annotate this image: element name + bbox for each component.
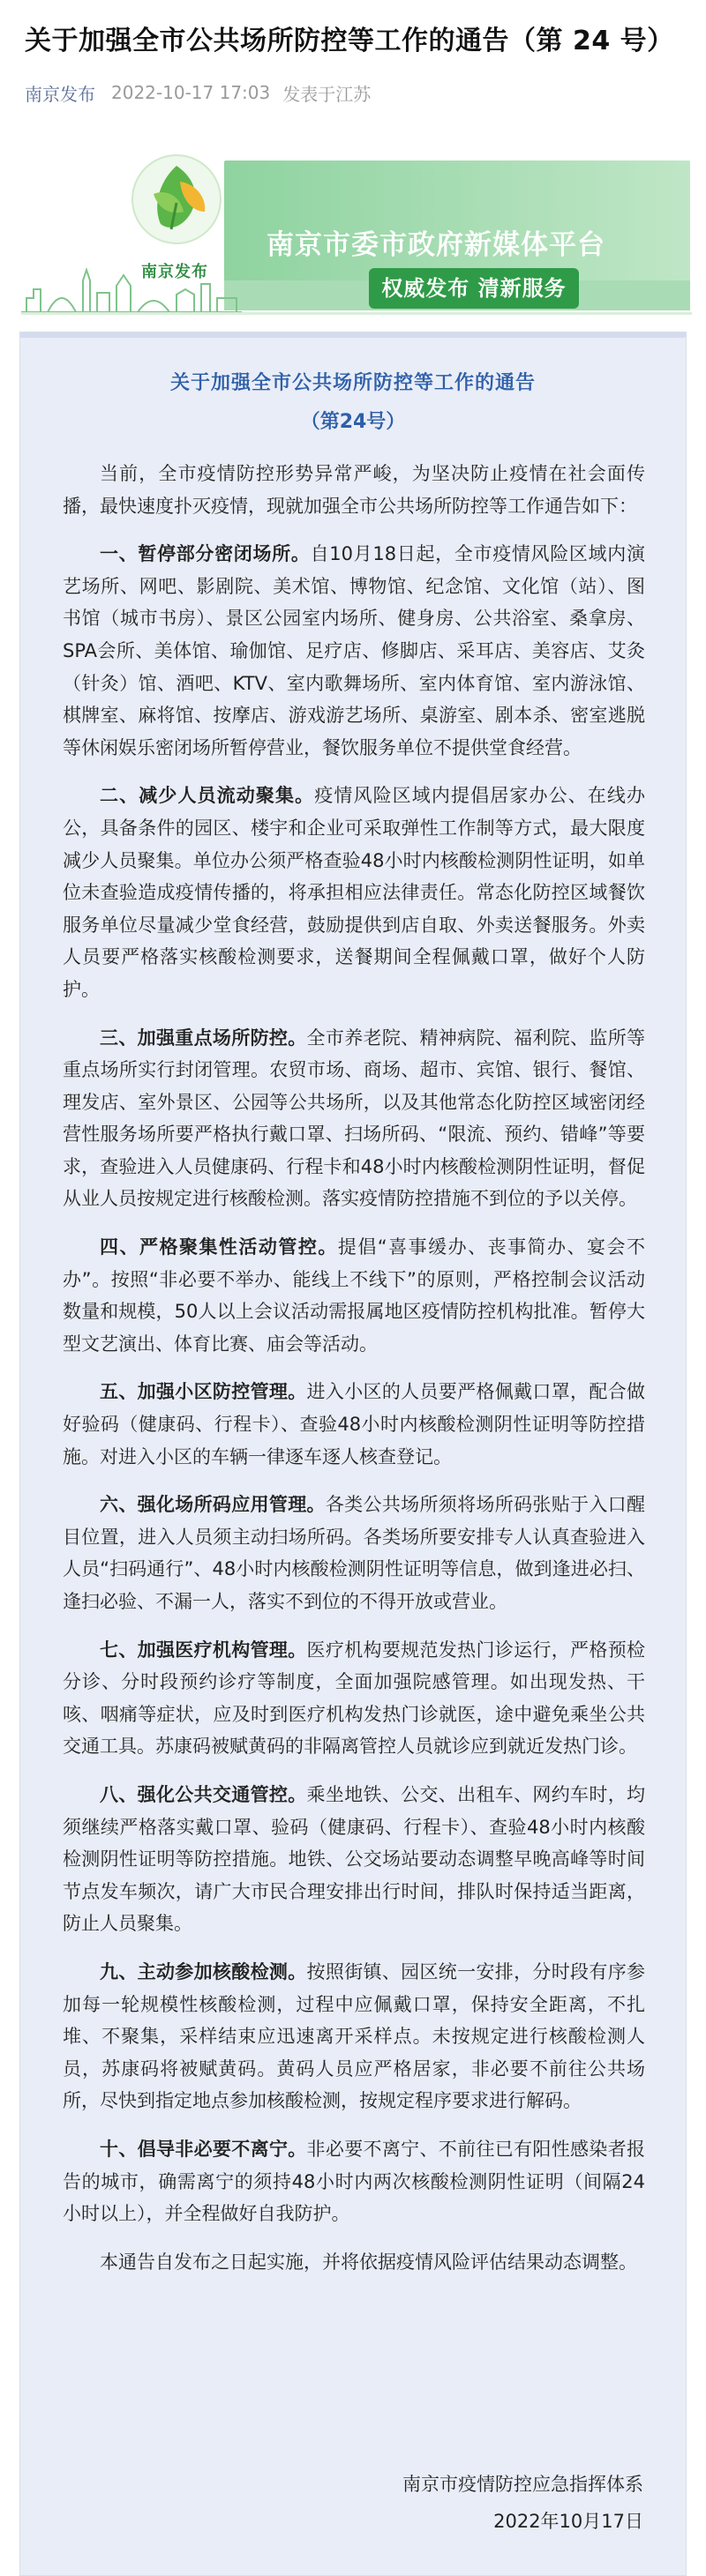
document-number: （第24号）	[300, 411, 406, 433]
item-text: 疫情风险区域内提倡居家办公、在线办公，具备条件的园区、楼宇和企业可采取弹性工作制等方式，最大限度减少人员聚集。单位办公须严格查验48小时内核酸检测阴性证明，如单位未查验造成疫情传播的，将承担相应法律责任。常态化防控区域餐饮服务单位尽量减少堂食经营，鼓励提供到店自取、外卖送餐服务。外卖人员要严格落实核酸检测要求，送餐期间全程佩戴口罩，做好个人防护。	[63, 785, 646, 1000]
item-heading: 二、减少人员流动聚集。	[100, 785, 315, 807]
item-text: 医疗机构要规范发热门诊运行，严格预检分诊、分时段预约诊疗等制度，全面加强院感管理。如出现发热、干咳、咽痛等症状，应及时到医疗机构发热门诊就医，途中避免乘坐公共交通工具。苏康码被赋黄码的非隔离管控人员就诊应到就近发热门诊。	[63, 1639, 646, 1758]
notice-item	[63, 1489, 645, 1617]
item-text: 按照街镇、园区统一安排，分时段有序参加每一轮规模性核酸检测，过程中应佩戴口罩，保持安全距离，不扎堆、不聚集，采样结束应迅速离开采样点。未按规定进行核酸检测人员，苏康码将被赋黄码。黄码人员应严格居家，非必要不前往公共场所，尽快到指定地点参加核酸检测，按规定程序要求进行解码。	[63, 1960, 646, 2112]
signature: 南京市疫情防控应急指挥体系	[402, 2474, 643, 2495]
platform-name: 南京市委市政府新媒体平台	[267, 229, 605, 261]
notice-item	[63, 2133, 645, 2230]
document-top-band	[20, 332, 686, 338]
item-text: 提倡“喜事缓办、丧事简办、宴会不办”。按照“非必要不举办、能线上不线下”的原则，严格控制会议活动数量和规模，50人以上会议活动需报属地区疫情防控机构批准。暂停大型文艺演出、体育比赛、庙会等活动。	[63, 1236, 645, 1355]
header-banner-image	[0, 131, 706, 326]
notice-item	[63, 1022, 645, 1216]
item-heading: 九、主动参加核酸检测。	[100, 1960, 307, 1982]
signature-date: 2022年10月17日	[493, 2511, 643, 2532]
banner-divider	[21, 312, 692, 315]
publish-time: 2022-10-17 17:03	[111, 82, 271, 103]
item-heading: 十、倡导非必要不离宁。	[100, 2138, 307, 2160]
item-heading: 三、加强重点场所防控。	[100, 1027, 307, 1049]
notice-item	[63, 1779, 645, 1940]
item-heading: 一、暂停部分密闭场所。	[100, 543, 311, 565]
item-text: 自10月18日起，全市疫情风险区域内演艺场所、网吧、影剧院、美术馆、博物馆、纪念馆、文化馆（站）、图书馆（城市书房）、景区公园室内场所、健身房、公共浴室、桑拿房、SPA会所、美体馆、瑜伽馆、足疗店、修脚店、采耳店、美容店、艾灸（针灸）馆、酒吧、KTV、室内歌舞场所、室内体育馆、室内游泳馆、棋牌室、麻将馆、按摩店、游戏游艺场所、桌游室、剧本杀、密室逃脱等休闲娱乐密闭场所暂停营业，餐饮服务单位不提供堂食经营。	[63, 543, 645, 758]
item-text: 进入小区的人员要严格佩戴口罩，配合做好验码（健康码、行程卡）、查验48小时内核酸检测阴性证明等防控措施。对进入小区的车辆一律逐车逐人核查登记。	[63, 1381, 646, 1467]
closing-paragraph: 本通告自发布之日起实施，并将依据疫情风险评估结果动态调整。	[100, 2251, 637, 2273]
item-text: 各类公共场所须将场所码张贴于入口醒目位置，进入人员须主动扫场所码。各类场所要安排专人认真查验进入人员“扫码通行”、48小时内核酸检测阴性证明等信息，做到逢进必扫、逢扫必验、不漏一人，落实不到位的不得开放或营业。	[63, 1494, 646, 1612]
document-title: 关于加强全市公共场所防控等工作的通告	[169, 372, 536, 394]
intro-paragraph: 当前，全市疫情防控形势异常严峻，为坚决防止疫情在社会面传播，最快速度扑灭疫情，现就加强全市公共场所防控等工作通告如下：	[63, 463, 645, 517]
nanjing-release-logo-icon	[127, 150, 226, 256]
logo-text: 南京发布	[141, 263, 208, 281]
item-heading: 八、强化公共交通管控。	[100, 1783, 307, 1805]
item-heading: 七、加强医疗机构管理。	[100, 1639, 307, 1661]
item-heading: 四、严格聚集性活动管控。	[100, 1236, 338, 1258]
account-name-link[interactable]: 南京发布	[25, 83, 95, 105]
notice-document	[19, 332, 687, 2576]
notice-item	[63, 1956, 645, 2117]
item-text: 非必要不离宁、不前往已有阳性感染者报告的城市，确需离宁的须持48小时内两次核酸检测阴性证明（间隔24小时以上），并全程做好自我防护。	[63, 2138, 646, 2225]
notice-item	[63, 1376, 645, 1473]
item-heading: 五、加强小区防控管理。	[100, 1381, 307, 1403]
item-text: 乘坐地铁、公交、出租车、网约车时，均须继续严格落实戴口罩、验码（健康码、行程卡）、查验48小时内核酸检测阴性证明等防控措施。地铁、公交场站要动态调整早晚高峰等时间节点发车频次，请广大市民合理安排出行时间，排队时保持适当距离，防止人员聚集。	[63, 1783, 646, 1935]
article-meta	[25, 79, 681, 106]
slogan-badge: 权威发布 清新服务	[369, 268, 579, 309]
city-skyline-icon	[21, 263, 242, 314]
notice-item	[63, 1634, 645, 1763]
notice-item	[63, 1231, 645, 1360]
item-text: 全市养老院、精神病院、福利院、监所等重点场所实行封闭管理。农贸市场、商场、超市、宾馆、银行、餐馆、理发店、室外景区、公园等公共场所，以及其他常态化防控区域密闭经营性服务场所要严格执行戴口罩、扫场所码、“限流、预约、错峰”等要求，查验进入人员健康码、行程卡和48小时内核酸检测阴性证明，督促从业人员按规定进行核酸检测。落实疫情防控措施不到位的予以关停。	[63, 1027, 646, 1210]
item-heading: 六、强化场所码应用管理。	[100, 1494, 326, 1516]
document-body	[63, 458, 645, 2294]
notice-item	[63, 538, 645, 764]
notice-item	[63, 780, 645, 1005]
article-title: 关于加强全市公共场所防控等工作的通告（第 24 号）	[25, 26, 674, 56]
article-header	[0, 0, 706, 106]
publish-location: 发表于江苏	[282, 83, 372, 105]
